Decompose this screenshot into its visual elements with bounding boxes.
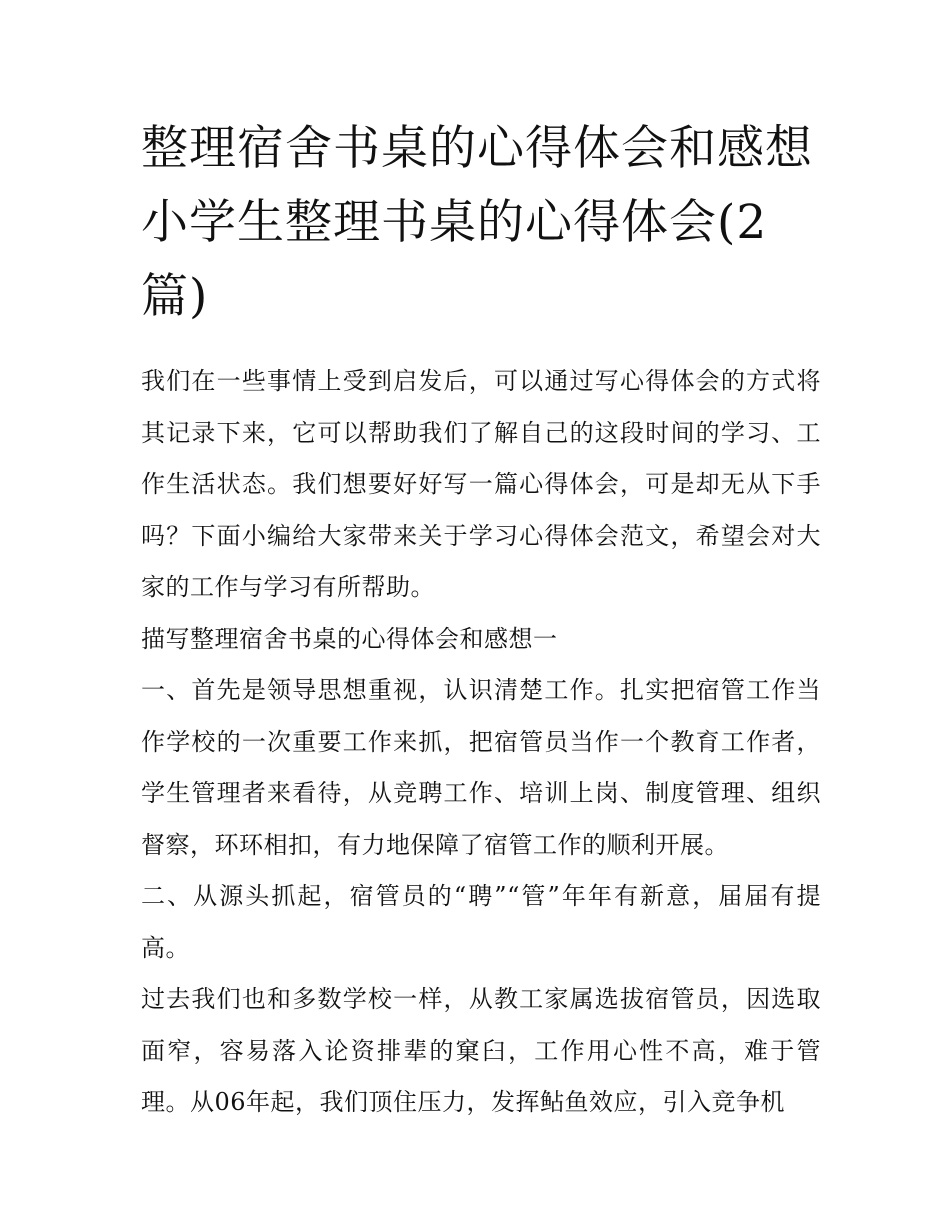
intro-paragraph: 我们在一些事情上受到启发后，可以通过写心得体会的方式将其记录下来，它可以帮助我们了解自己的这段时间的学习、工作生活状态。我们想要好好写一篇心得体会，可是却无从下手吗？下面小编给大家带来关于学习心得体会范文，希望会对大家的工作与学习有所帮助。 [141,367,821,601]
document-page [141,112,821,1129]
section-heading: 描写整理宿舍书桌的心得体会和感想一 [141,624,558,653]
document-title: 整理宿舍书桌的心得体会和感想 小学生整理书桌的心得体会(2篇) [141,121,813,324]
body-paragraph: 二、从源头抓起，宿管员的“聘”“管”年年有新意，届届有提高。 [141,882,821,962]
body-paragraph: 过去我们也和多数学校一样，从教工家属选拔宿管员，因选取面窄，容易落入论资排辈的窠臼，工作用心性不高，难于管理。从06年起，我们顶住压力，发挥鲇鱼效应，引入竞争机 [141,985,821,1116]
document-body [141,356,821,1129]
body-paragraph: 一、首先是领导思想重视，认识清楚工作。扎实把宿管工作当作学校的一次重要工作来抓，把宿管员当作一个教育工作者，学生管理者来看待，从竞聘工作、培训上岗、制度管理、组织督察，环环相扣，有力地保障了宿管工作的顺利开展。 [141,676,821,859]
